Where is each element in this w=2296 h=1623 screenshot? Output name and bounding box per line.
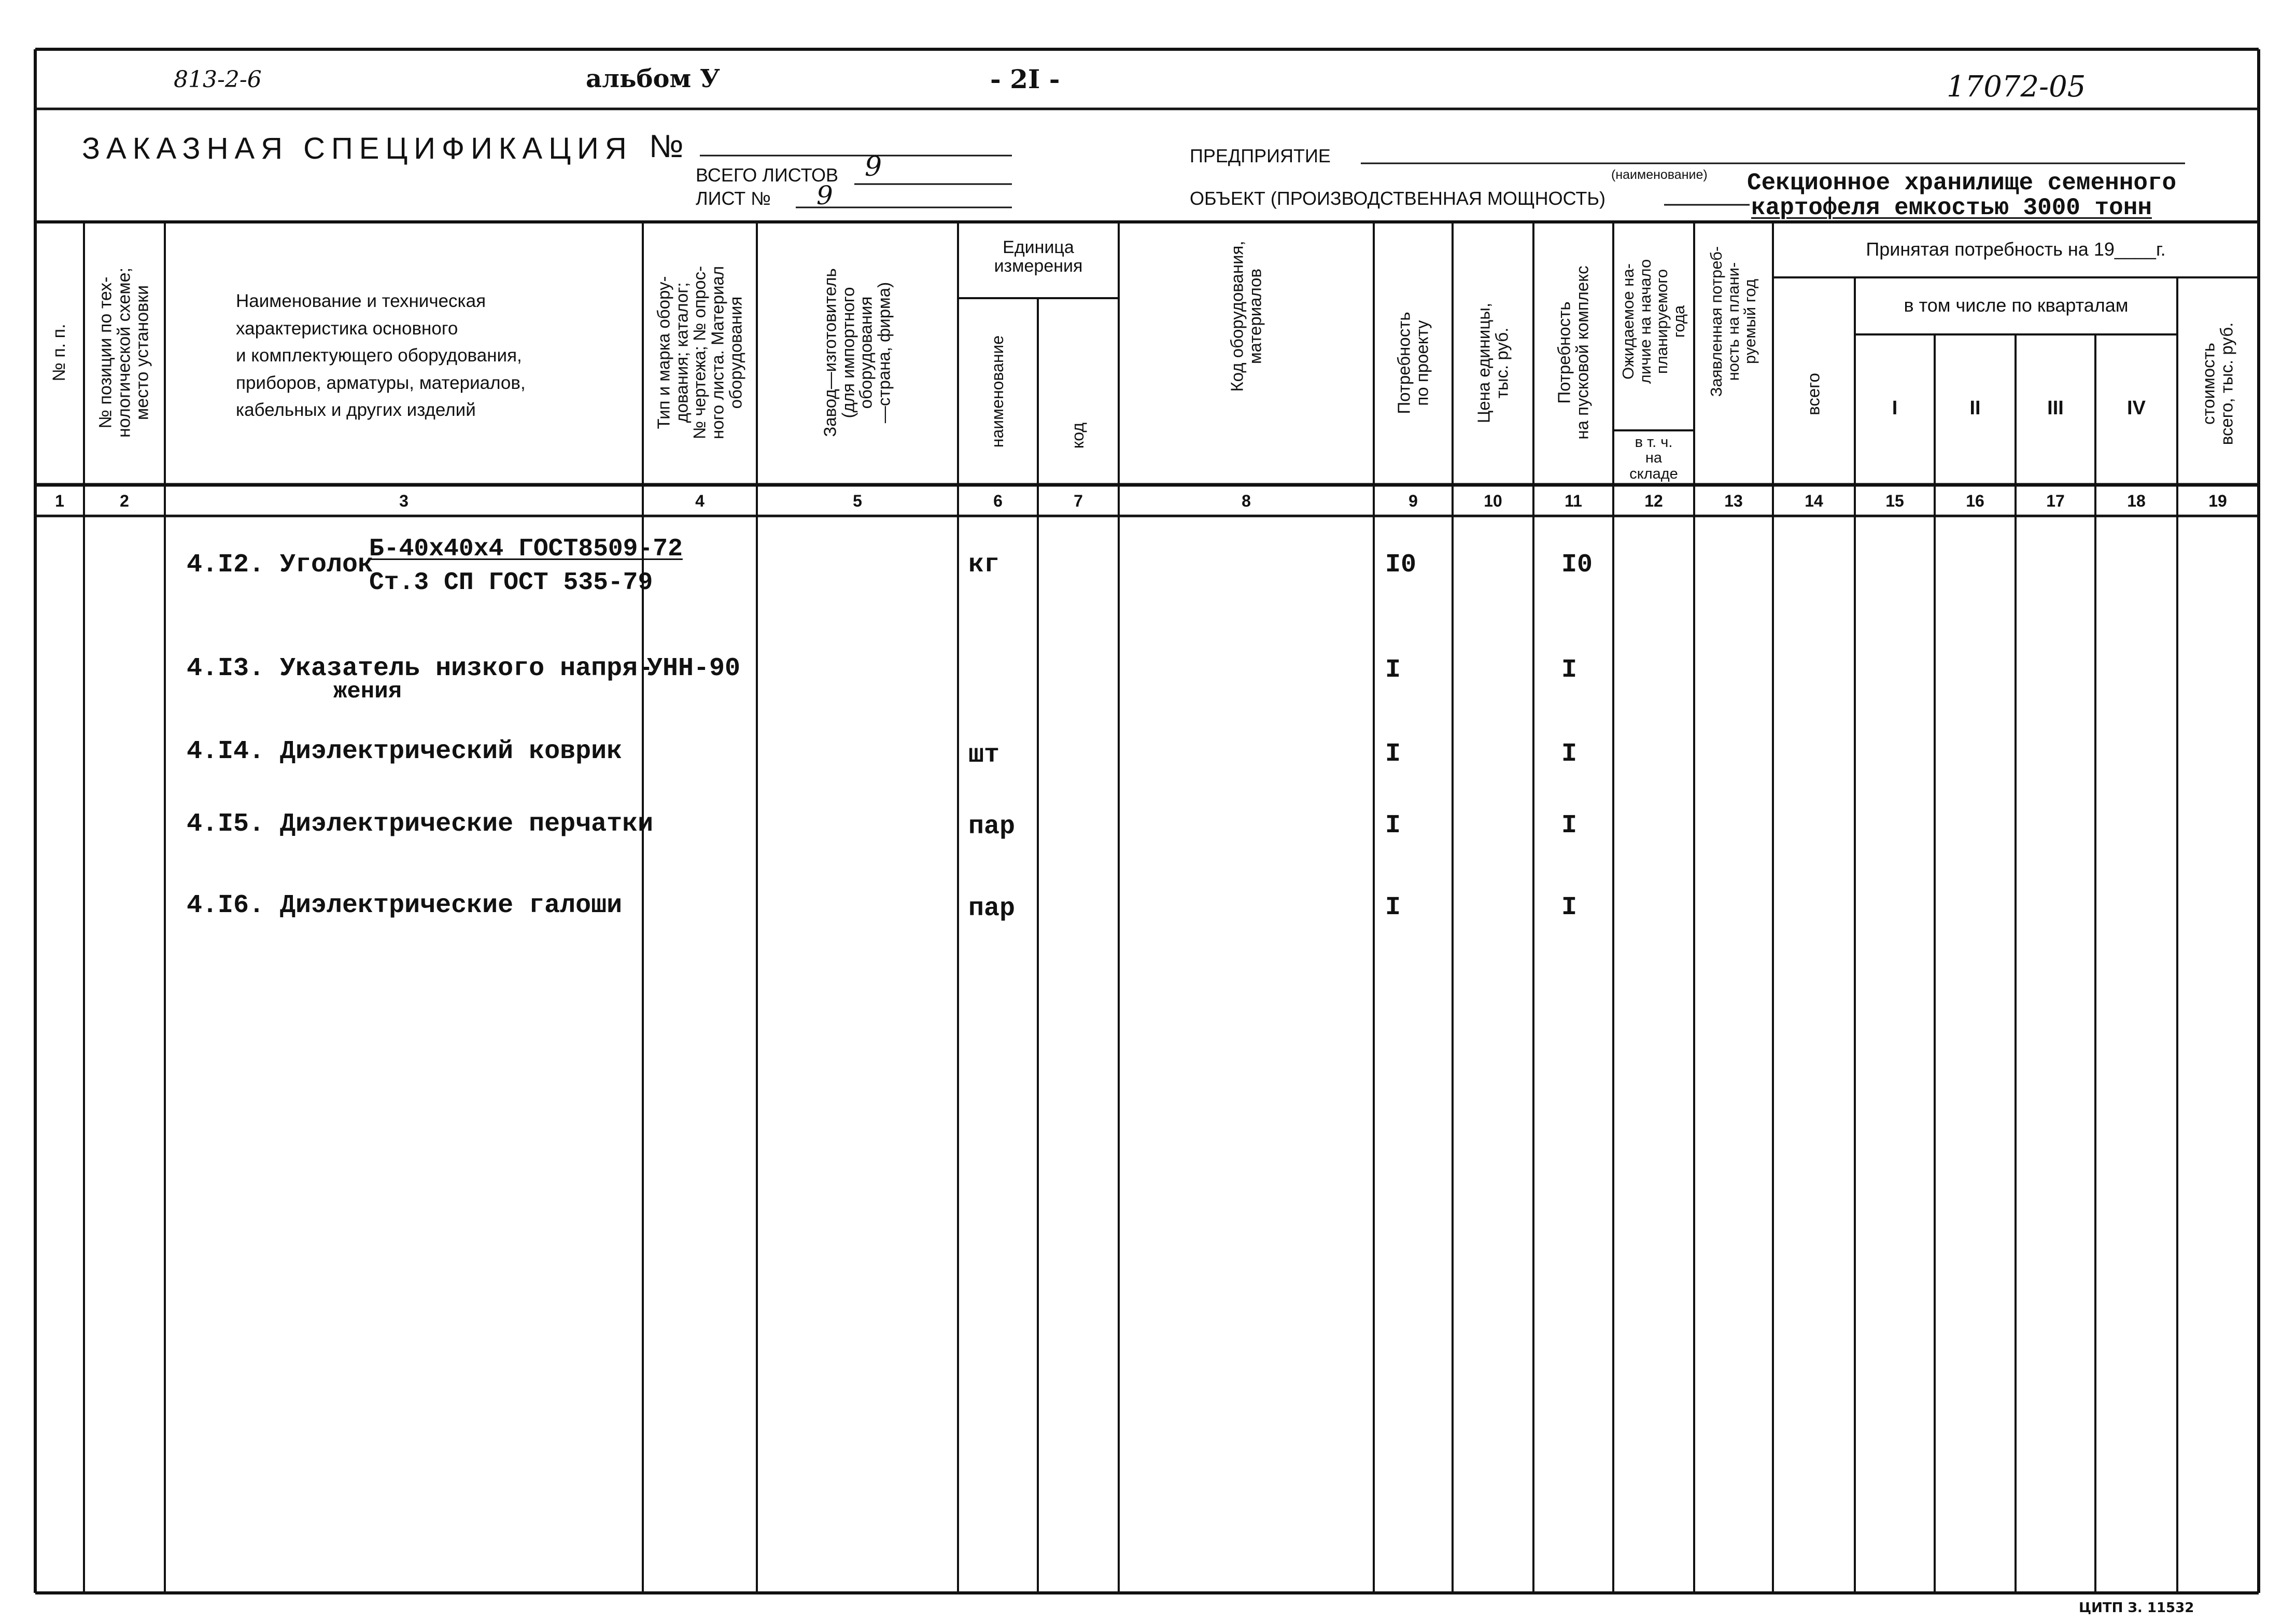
unit-group-header: Единица измерения (994, 237, 1083, 276)
col-number: 7 (1074, 492, 1083, 510)
need-complex: I0 (1561, 550, 1593, 580)
col-number: 16 (1966, 492, 1984, 510)
q1-header: I (1892, 397, 1898, 419)
item-name: 4.I6. Диэлектрические галоши (187, 891, 623, 920)
col-number: 8 (1242, 492, 1251, 510)
col-number: 9 (1408, 492, 1418, 510)
col3-header: Наименование и техническая характеристика основного и комплектующего оборудования, приборов, арматуры, материалов, кабельных и других изделий (236, 291, 526, 420)
need-project: I (1385, 811, 1401, 841)
col-number: 19 (2208, 492, 2227, 510)
col-number: 4 (695, 492, 705, 510)
col2-header: № позиции по тех- нологической схеме; место установки (95, 268, 152, 438)
col6-header: наименование (988, 335, 1007, 448)
item-name: 4.I2. Уголок (187, 550, 374, 580)
col4-header: Тип и марка обору- дования; каталог; № чертежа; № опрос- ного листа. Материал оборудования (654, 265, 745, 440)
need-project: I (1385, 893, 1401, 922)
item-unit: пар (968, 894, 1016, 924)
col19-header: стоимость всего, тыс. руб. (2199, 322, 2236, 445)
need-project: I (1385, 655, 1401, 685)
name-hint: (наименование) (1611, 167, 1708, 182)
item-unit: кг (968, 550, 1000, 580)
col7-header: код (1068, 422, 1088, 449)
q4-header: IV (2127, 397, 2146, 419)
col-number: 13 (1724, 492, 1743, 510)
col-number: 3 (399, 492, 409, 510)
sheet-value: 9 (816, 180, 833, 211)
item-name: 4.I4. Диэлектрический коврик (187, 737, 623, 766)
col-number: 5 (853, 492, 862, 510)
q3-header: III (2047, 397, 2064, 419)
col14-header: всего (1804, 373, 1823, 415)
page-number: - 2I - (990, 64, 1060, 94)
col1-header: № п. п. (49, 324, 69, 382)
need-complex: I (1561, 811, 1577, 841)
need-project: I0 (1385, 550, 1417, 580)
need-project: I (1385, 739, 1401, 769)
item-type-line1: УНН-90 (647, 654, 741, 683)
accepted-group-header: Принятая потребность на 19____г. (1866, 239, 2166, 260)
printer-stamp: ЦИТП З. 11532 (2079, 1600, 2194, 1616)
col5-header: Завод—изготовитель (для импортного оборудования —страна, фирма) (820, 268, 894, 437)
col12-sub-header: в т. ч. на складе (1629, 434, 1678, 482)
item-unit: шт (968, 740, 1000, 770)
object-value-line2: картофеля емкостью 3000 тонн (1751, 194, 2152, 221)
col-number: 15 (1885, 492, 1904, 510)
item-name-line2: жения (333, 679, 402, 705)
item-type-line2: Ст.3 СП ГОСТ 535-79 (369, 569, 653, 597)
sheets-total-label: ВСЕГО ЛИСТОВ (696, 164, 838, 186)
album-code: 813-2-6 (174, 66, 262, 93)
document-number: 17072-05 (1947, 70, 2086, 104)
need-complex: I (1561, 893, 1577, 922)
col8-header: Код оборудования, материалов (1227, 241, 1264, 392)
item-name: 4.I3. Указатель низкого напря- (187, 654, 654, 683)
album-title: альбом У (586, 64, 720, 93)
item-type-line1: Б-40х40х4 ГОСТ8509-72 (369, 535, 683, 563)
item-name: 4.I5. Диэлектрические перчатки (187, 809, 654, 839)
col-number: 10 (1484, 492, 1502, 510)
col10-header: Цена единицы, тыс. руб. (1474, 302, 1511, 424)
col13-header: Заявленная потреб- ность на плани- руемый год (1707, 246, 1759, 397)
col-number: 17 (2046, 492, 2065, 510)
object-label: ОБЪЕКТ (ПРОИЗВОДСТВЕННАЯ МОЩНОСТЬ) (1190, 188, 1605, 209)
col-number: 12 (1644, 492, 1663, 510)
col9-header: Потребность по проекту (1394, 312, 1431, 414)
col-number: 2 (120, 492, 129, 510)
col-number: 18 (2127, 492, 2146, 510)
need-complex: I (1561, 739, 1577, 769)
sheet-label: ЛИСТ № (696, 188, 771, 209)
q2-header: II (1969, 397, 1981, 419)
spec-title: ЗАКАЗНАЯ СПЕЦИФИКАЦИЯ (82, 132, 633, 165)
enterprise-label: ПРЕДПРИЯТИЕ (1190, 145, 1331, 166)
col-number: 11 (1565, 492, 1582, 510)
col11-header: Потребность на пусковой комплекс (1554, 265, 1591, 440)
col-number: 6 (993, 492, 1003, 510)
sheets-total-value: 9 (865, 151, 882, 183)
need-complex: I (1561, 655, 1577, 685)
col12-header: Ожидаемое на- личие на начало планируемого года (1618, 259, 1688, 384)
col-number: 14 (1805, 492, 1823, 510)
object-value-line1: Секционное хранилище семенного (1747, 170, 2177, 197)
spec-number-label: № (649, 129, 684, 164)
quarters-group-header: в том числе по кварталам (1904, 295, 2129, 316)
col-number: 1 (55, 492, 64, 510)
item-unit: пар (968, 812, 1016, 842)
